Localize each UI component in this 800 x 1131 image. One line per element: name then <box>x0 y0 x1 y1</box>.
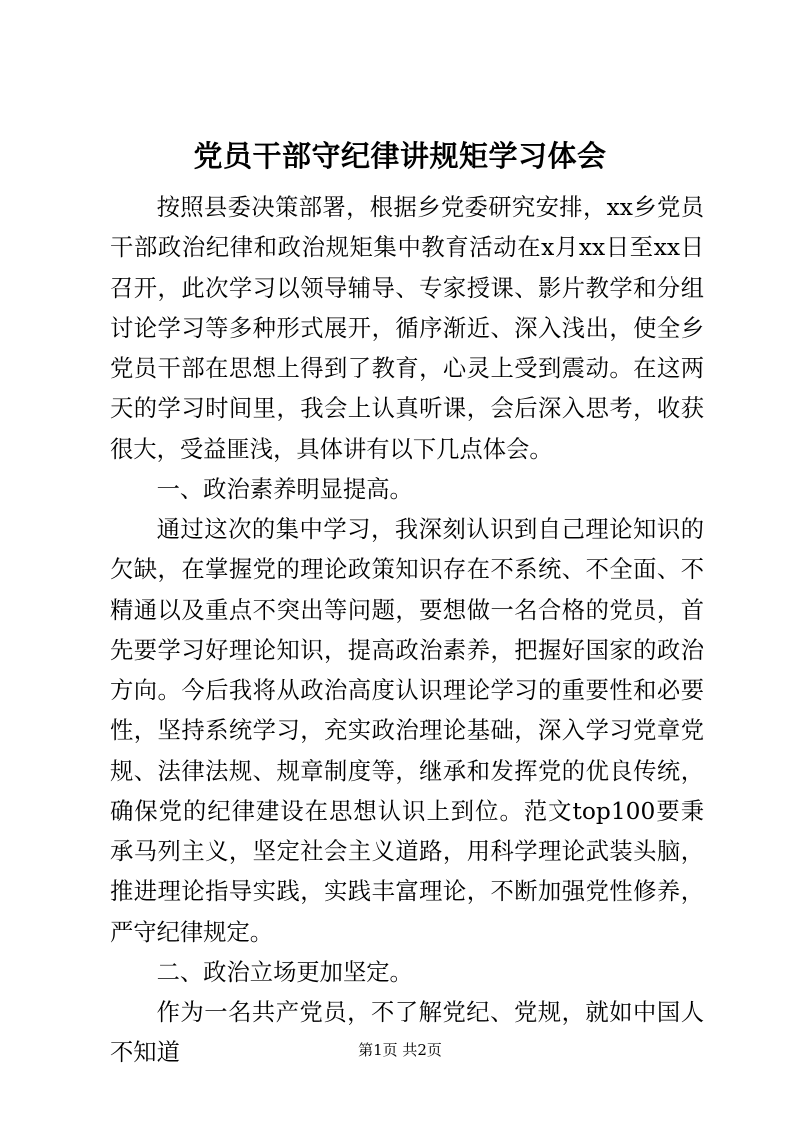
paragraph-section-2: 作为一名共产党员，不了解党纪、党规，就如中国人不知道 <box>110 999 704 1067</box>
document-body <box>110 188 704 1074</box>
page-footer: 第1页 共2页 <box>358 1041 442 1059</box>
paragraph-intro: 按照县委决策部署，根据乡党委研究安排，xx乡党员干部政治纪律和政治规矩集中教育活动在x月xx日至xx日召开，此次学习以领导辅导、专家授课、影片教学和分组讨论学习等多种形式展开，循序渐近、深入浅出，使全乡党员干部在思想上得到了教育，心灵上受到震动。在这两天的学习时间里，我会上认真听课，会后深入思考，收获很大，受益匪浅，具体讲有以下几点体会。 <box>110 194 704 463</box>
section-heading-2: 二、政治立场更加坚定。 <box>156 958 413 986</box>
paragraph-section-1: 通过这次的集中学习，我深刻认识到自己理论知识的欠缺，在掌握党的理论政策知识存在不系统、不全面、不精通以及重点不突出等问题，要想做一名合格的党员，首先要学习好理论知识，提高政治素养，把握好国家的政治方向。今后我将从政治高度认识理论学习的重要性和必要性，坚持系统学习，充实政治理论基础，深入学习党章党规、法律法规、规章制度等，继承和发挥党的优良传统，确保党的纪律建设在思想认识上到位。范文top100要秉承马列主义，坚定社会主义道路，用科学理论武装头脑，推进理论指导实践，实践丰富理论，不断加强党性修养，严守纪律规定。 <box>110 516 704 946</box>
document-title: 党员干部守纪律讲规矩学习体会 <box>193 139 607 173</box>
section-heading-1: 一、政治素养明显提高。 <box>156 475 413 503</box>
